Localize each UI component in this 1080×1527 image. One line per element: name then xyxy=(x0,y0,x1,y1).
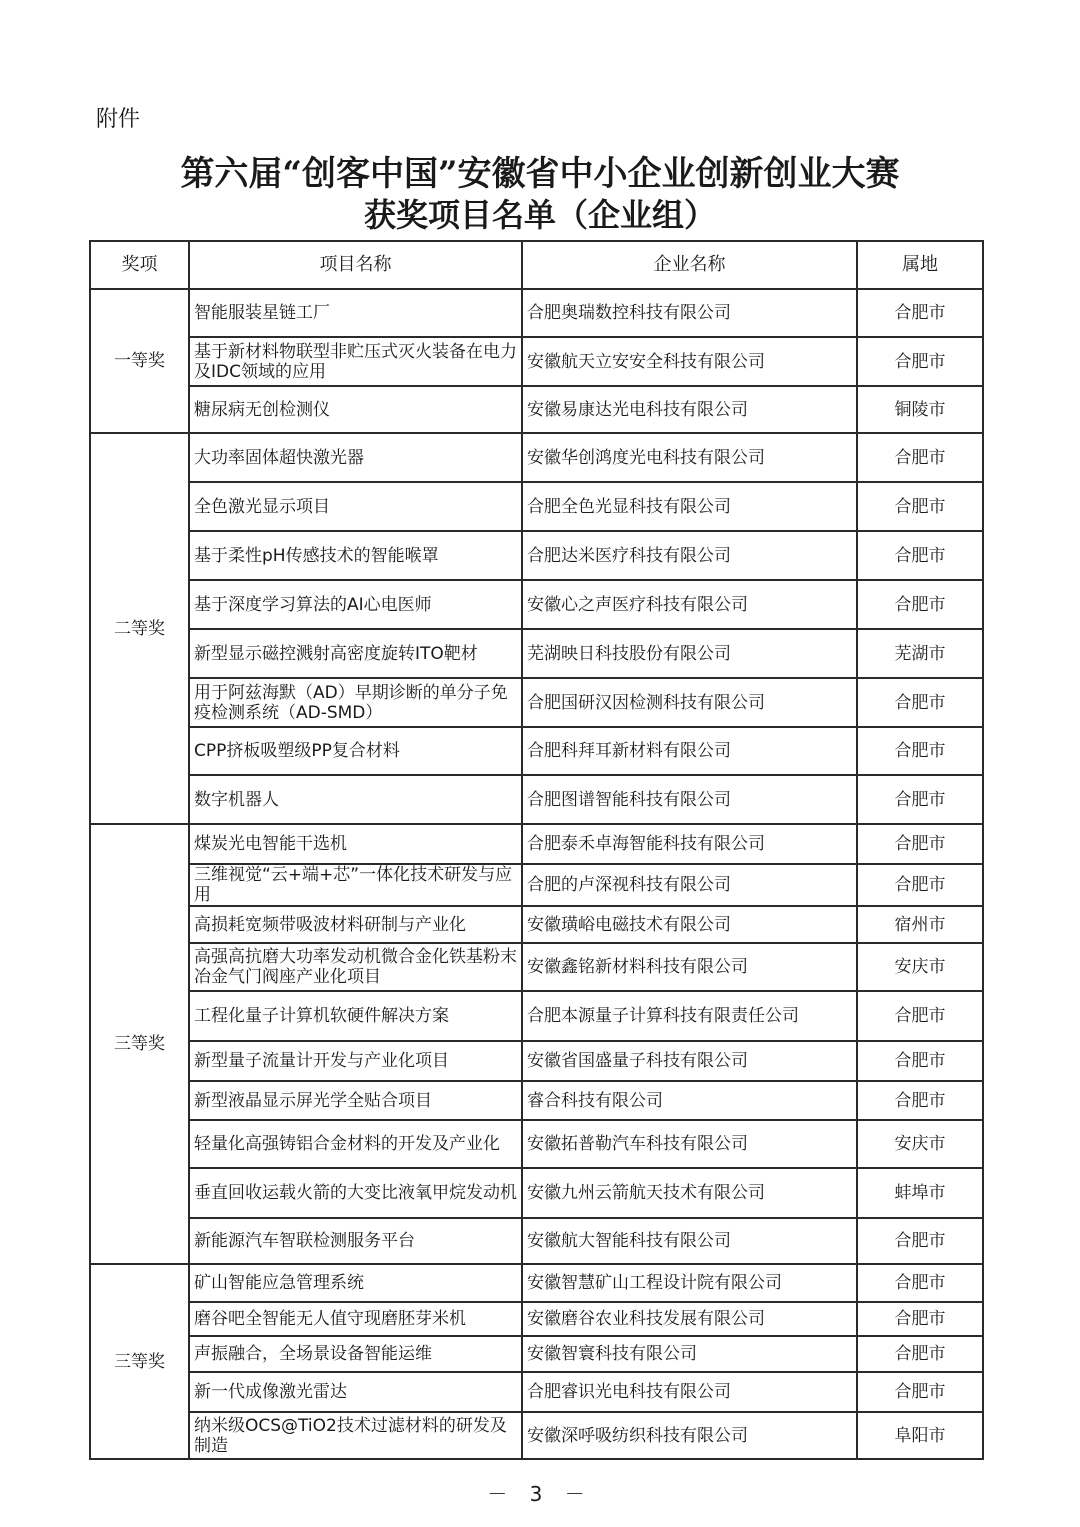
location-cell: 合肥市 xyxy=(857,1218,983,1264)
project-cell: 矿山智能应急管理系统 xyxy=(189,1264,522,1302)
table-row xyxy=(90,991,983,1041)
location-cell: 合肥市 xyxy=(857,727,983,775)
project-cell: 高损耗宽频带吸波材料研制与产业化 xyxy=(189,906,522,943)
location-cell: 合肥市 xyxy=(857,775,983,824)
location-cell: 阜阳市 xyxy=(857,1412,983,1459)
company-cell: 安徽璜峪电磁技术有限公司 xyxy=(522,906,857,943)
project-cell: CPP挤板吸塑级PP复合材料 xyxy=(189,727,522,775)
header-award: 奖项 xyxy=(90,241,189,289)
location-cell: 合肥市 xyxy=(857,864,983,906)
table-row xyxy=(90,1168,983,1218)
location-cell: 合肥市 xyxy=(857,991,983,1041)
table-row xyxy=(90,580,983,629)
location-cell: 合肥市 xyxy=(857,1264,983,1302)
company-cell: 合肥达米医疗科技有限公司 xyxy=(522,531,857,580)
project-cell: 声振融合，全场景设备智能运维 xyxy=(189,1336,522,1372)
title-line-1: 第六届“创客中国”安徽省中小企业创新创业大赛 xyxy=(180,154,900,194)
project-cell: 垂直回收运载火箭的大变比液氧甲烷发动机 xyxy=(189,1168,522,1218)
company-cell: 合肥国研汉因检测科技有限公司 xyxy=(522,678,857,727)
award-cell: 三等奖 xyxy=(90,824,189,1264)
location-cell: 合肥市 xyxy=(857,289,983,337)
project-cell: 纳米级OCS@TiO2技术过滤材料的研发及制造 xyxy=(189,1412,522,1459)
table-row xyxy=(90,1412,983,1459)
table-row xyxy=(90,482,983,531)
location-cell: 安庆市 xyxy=(857,1120,983,1168)
award-cell: 二等奖 xyxy=(90,433,189,824)
award-cell: 三等奖 xyxy=(90,1264,189,1459)
project-cell: 新型液晶显示屏光学全贴合项目 xyxy=(189,1081,522,1120)
table-row xyxy=(90,727,983,775)
project-cell: 数字机器人 xyxy=(189,775,522,824)
table-row xyxy=(90,1302,983,1336)
location-cell: 安庆市 xyxy=(857,943,983,991)
table-row xyxy=(90,864,983,906)
location-cell: 铜陵市 xyxy=(857,386,983,433)
table-row xyxy=(90,824,983,864)
project-cell: 工程化量子计算机软硬件解决方案 xyxy=(189,991,522,1041)
header-project: 项目名称 xyxy=(189,241,522,289)
company-cell: 安徽易康达光电科技有限公司 xyxy=(522,386,857,433)
table-row xyxy=(90,337,983,386)
table-row xyxy=(90,1372,983,1412)
project-cell: 基于新材料物联型非贮压式灭火装备在电力及IDC领域的应用 xyxy=(189,337,522,386)
location-cell: 合肥市 xyxy=(857,433,983,482)
company-cell: 安徽智慧矿山工程设计院有限公司 xyxy=(522,1264,857,1302)
location-cell: 合肥市 xyxy=(857,824,983,864)
company-cell: 安徽九州云箭航天技术有限公司 xyxy=(522,1168,857,1218)
company-cell: 合肥睿识光电科技有限公司 xyxy=(522,1372,857,1412)
project-cell: 全色激光显示项目 xyxy=(189,482,522,531)
company-cell: 安徽省国盛量子科技有限公司 xyxy=(522,1041,857,1081)
company-cell: 合肥的卢深视科技有限公司 xyxy=(522,864,857,906)
project-cell: 高强高抗磨大功率发动机微合金化铁基粉末冶金气门阀座产业化项目 xyxy=(189,943,522,991)
table-row xyxy=(90,906,983,943)
location-cell: 合肥市 xyxy=(857,482,983,531)
table-row xyxy=(90,1336,983,1372)
project-cell: 新一代成像激光雷达 xyxy=(189,1372,522,1412)
project-cell: 新能源汽车智联检测服务平台 xyxy=(189,1218,522,1264)
table-row xyxy=(90,775,983,824)
project-cell: 基于柔性pH传感技术的智能喉罩 xyxy=(189,531,522,580)
header-location: 属地 xyxy=(857,241,983,289)
location-cell: 蚌埠市 xyxy=(857,1168,983,1218)
table-row xyxy=(90,629,983,678)
company-cell: 合肥科拜耳新材料有限公司 xyxy=(522,727,857,775)
award-cell: 一等奖 xyxy=(90,289,189,433)
project-cell: 用于阿兹海默（AD）早期诊断的单分子免疫检测系统（AD-SMD） xyxy=(189,678,522,727)
company-cell: 合肥本源量子计算科技有限责任公司 xyxy=(522,991,857,1041)
header-company: 企业名称 xyxy=(522,241,857,289)
project-cell: 智能服装星链工厂 xyxy=(189,289,522,337)
company-cell: 安徽磨谷农业科技发展有限公司 xyxy=(522,1302,857,1336)
location-cell: 合肥市 xyxy=(857,678,983,727)
location-cell: 宿州市 xyxy=(857,906,983,943)
company-cell: 睿合科技有限公司 xyxy=(522,1081,857,1120)
table-header-row xyxy=(90,241,983,289)
project-cell: 磨谷吧全智能无人值守现磨胚芽米机 xyxy=(189,1302,522,1336)
table-row xyxy=(90,1218,983,1264)
project-cell: 轻量化高强铸铝合金材料的开发及产业化 xyxy=(189,1120,522,1168)
location-cell: 合肥市 xyxy=(857,531,983,580)
project-cell: 煤炭光电智能干选机 xyxy=(189,824,522,864)
attachment-label: 附件 xyxy=(96,107,141,132)
location-cell: 合肥市 xyxy=(857,337,983,386)
table-row xyxy=(90,386,983,433)
location-cell: 芜湖市 xyxy=(857,629,983,678)
table-row xyxy=(90,289,983,337)
table-row xyxy=(90,1081,983,1120)
table-row xyxy=(90,1120,983,1168)
location-cell: 合肥市 xyxy=(857,1302,983,1336)
location-cell: 合肥市 xyxy=(857,1041,983,1081)
company-cell: 安徽鑫铭新材料科技有限公司 xyxy=(522,943,857,991)
project-cell: 新型量子流量计开发与产业化项目 xyxy=(189,1041,522,1081)
company-cell: 合肥图谱智能科技有限公司 xyxy=(522,775,857,824)
company-cell: 安徽智寰科技有限公司 xyxy=(522,1336,857,1372)
table-row xyxy=(90,531,983,580)
company-cell: 安徽航天立安安全科技有限公司 xyxy=(522,337,857,386)
location-cell: 合肥市 xyxy=(857,1081,983,1120)
award-table xyxy=(89,240,984,1460)
company-cell: 安徽航大智能科技有限公司 xyxy=(522,1218,857,1264)
project-cell: 大功率固体超快激光器 xyxy=(189,433,522,482)
table-row xyxy=(90,1264,983,1302)
page-number: － 3 － xyxy=(487,1482,593,1506)
company-cell: 合肥全色光显科技有限公司 xyxy=(522,482,857,531)
company-cell: 安徽心之声医疗科技有限公司 xyxy=(522,580,857,629)
company-cell: 合肥奥瑞数控科技有限公司 xyxy=(522,289,857,337)
project-cell: 基于深度学习算法的AI心电医师 xyxy=(189,580,522,629)
project-cell: 三维视觉“云+端+芯”一体化技术研发与应用 xyxy=(189,864,522,906)
title-line-2: 获奖项目名单（企业组） xyxy=(363,196,716,234)
location-cell: 合肥市 xyxy=(857,1336,983,1372)
table-row xyxy=(90,943,983,991)
location-cell: 合肥市 xyxy=(857,1372,983,1412)
company-cell: 合肥泰禾卓海智能科技有限公司 xyxy=(522,824,857,864)
company-cell: 安徽华创鸿度光电科技有限公司 xyxy=(522,433,857,482)
project-cell: 糖尿病无创检测仪 xyxy=(189,386,522,433)
table-row xyxy=(90,1041,983,1081)
table-row xyxy=(90,678,983,727)
company-cell: 芜湖映日科技股份有限公司 xyxy=(522,629,857,678)
project-cell: 新型显示磁控溅射高密度旋转ITO靶材 xyxy=(189,629,522,678)
location-cell: 合肥市 xyxy=(857,580,983,629)
company-cell: 安徽拓普勒汽车科技有限公司 xyxy=(522,1120,857,1168)
company-cell: 安徽深呼吸纺织科技有限公司 xyxy=(522,1412,857,1459)
table-row xyxy=(90,433,983,482)
